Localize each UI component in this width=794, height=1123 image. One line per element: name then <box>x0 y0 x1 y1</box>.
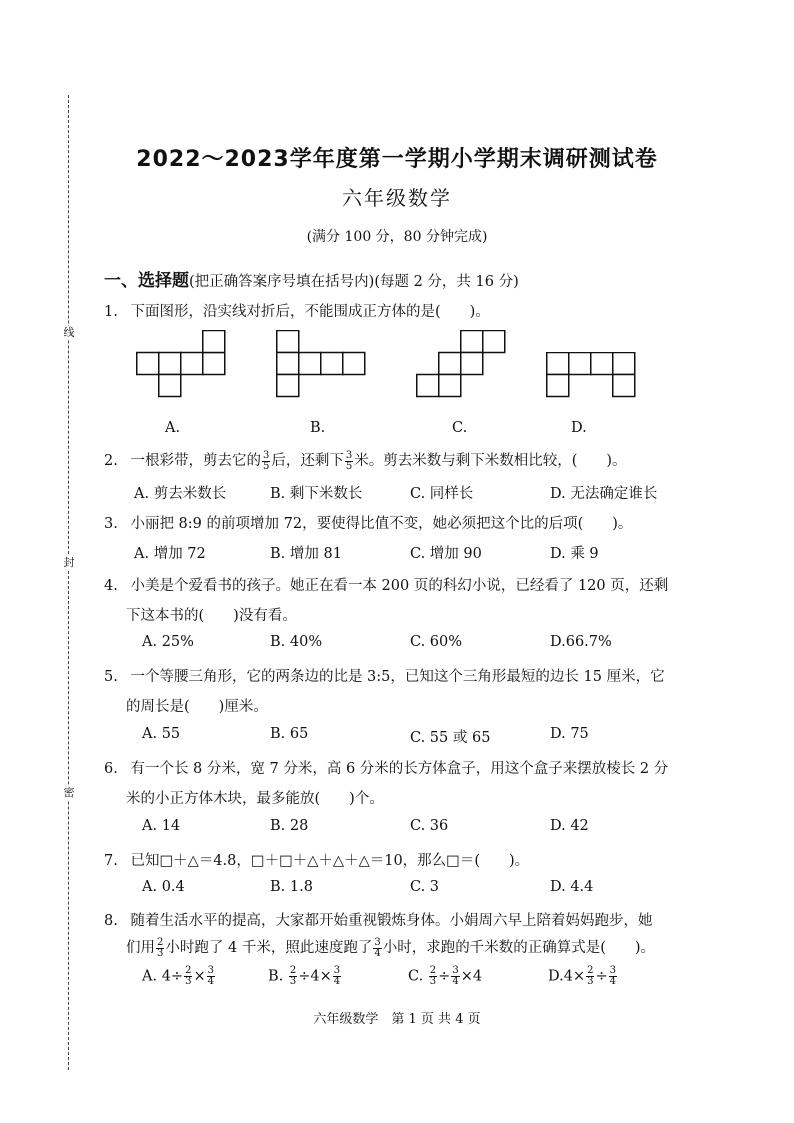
fraction <box>289 966 297 987</box>
expr-part: ÷4× <box>298 968 332 985</box>
question-text: 下面图形，沿实线对折后，不能围成正方体的是( )。 <box>130 304 490 320</box>
expr-part: 4× <box>563 968 586 985</box>
net-square <box>547 353 569 375</box>
expr-operator: ÷ <box>595 968 608 985</box>
net-label-c: C. <box>452 420 468 436</box>
fraction <box>333 966 341 987</box>
option-d: D. 乘 9 <box>550 546 599 562</box>
question-number: 1. <box>104 304 118 320</box>
option-b: B. 1.8 <box>270 879 313 895</box>
net-square <box>159 353 181 375</box>
question-number: 8. <box>104 913 118 929</box>
page-subtitle: 六年级数学 <box>342 186 452 210</box>
section-title: 一、选择题 <box>104 271 189 291</box>
net-square <box>547 375 569 397</box>
option-c: C. 60% <box>410 634 463 650</box>
option-b: B. 增加 81 <box>270 546 342 562</box>
net-square <box>181 353 203 375</box>
question-1 <box>104 300 490 321</box>
question-6-line2: 米的小正方体木块，最多能放( )个。 <box>126 791 384 807</box>
binding-char-xian: 线 <box>60 326 78 340</box>
option-a: A. 增加 72 <box>134 546 206 562</box>
question-text: 已知□＋△＝4.8，□＋□＋△＋△＋△＝10，那么□＝( )。 <box>130 853 530 869</box>
fraction-numerator: 2 <box>289 965 297 976</box>
fraction-numerator: 3 <box>262 449 270 461</box>
option-b: B. 剩下米数长 <box>270 486 363 502</box>
fraction-denominator: 3 <box>429 976 437 987</box>
question-text-part: 后，还剩下 <box>271 453 344 469</box>
net-square <box>613 375 635 397</box>
fraction-denominator: 3 <box>289 976 297 987</box>
option-a: A. 0.4 <box>142 879 185 895</box>
fraction-numerator: 3 <box>452 965 459 976</box>
net-square <box>299 353 321 375</box>
question-4-line2: 下这本书的( )没有看。 <box>126 608 297 624</box>
question-3 <box>104 512 632 533</box>
expr-operator: ÷ <box>438 968 451 985</box>
binding-char-feng: 封 <box>60 556 78 570</box>
option-d <box>548 966 618 987</box>
net-square <box>417 375 439 397</box>
question-text-part: 一根彩带，剪去它的 <box>130 453 261 469</box>
cube-net-d <box>546 352 636 400</box>
fraction <box>373 938 381 959</box>
option-c: C. 55 或 65 <box>410 730 491 746</box>
net-square <box>613 353 635 375</box>
cube-net-a <box>136 330 226 400</box>
fraction <box>345 451 353 472</box>
option-a <box>142 966 216 987</box>
net-square <box>569 353 591 375</box>
option-a: A. 55 <box>142 726 181 742</box>
option-d: D. 42 <box>550 818 589 834</box>
fraction-numerator: 3 <box>333 965 341 976</box>
question-text: 小美是个爱看书的孩子。她正在看一本 200 页的科幻小说，已经看了 120 页，还剩 <box>130 578 669 594</box>
binding-char-mi: 密 <box>60 786 78 800</box>
fraction-numerator: 2 <box>429 965 437 976</box>
net-square <box>277 353 299 375</box>
fraction-denominator: 5 <box>345 460 353 472</box>
fraction <box>586 966 594 987</box>
option-a: A. 14 <box>142 818 181 834</box>
net-square <box>137 353 159 375</box>
fraction <box>184 966 192 987</box>
question-8 <box>104 909 652 930</box>
fraction-denominator: 4 <box>609 976 616 987</box>
question-4 <box>104 574 668 595</box>
fraction <box>609 966 617 987</box>
net-square <box>277 375 299 397</box>
question-5-line2: 的周长是( )厘米。 <box>126 699 268 715</box>
option-label: D. <box>548 968 564 985</box>
net-square <box>483 331 505 353</box>
question-8-line2 <box>126 936 655 959</box>
net-label-b: B. <box>310 420 326 436</box>
net-square <box>343 353 365 375</box>
question-text: 小丽把 8:9 的前项增加 72，要使得比值不变，她必须把这个比的后项( )。 <box>130 516 633 532</box>
question-text: 随着生活水平的提高，大家都开始重视锻炼身体。小娟周六早上陪着妈妈跑步，她 <box>130 913 653 929</box>
page-title: 2022～2023学年度第一学期小学期末调研测试卷 <box>136 147 658 172</box>
question-text-part: 米。剪去米数与剩下米数相比较，( )。 <box>354 453 627 469</box>
question-number: 4. <box>104 578 118 594</box>
expr-part: 4÷ <box>161 968 184 985</box>
section-heading <box>104 266 519 291</box>
net-label-d: D. <box>571 420 587 436</box>
net-square <box>591 353 613 375</box>
net-square <box>461 353 483 375</box>
question-text-part: 小时，求跑的千米数的正确算式是( )。 <box>382 940 656 956</box>
cube-net-c <box>416 330 506 400</box>
net-label-a: A. <box>165 420 181 436</box>
option-d: D.66.7% <box>550 634 612 650</box>
question-text: 有一个长 8 分米，宽 7 分米，高 6 分米的长方体盒子，用这个盒子来摆放棱长 2 分 <box>130 761 669 777</box>
fraction <box>207 966 215 987</box>
option-label: B. <box>268 968 284 985</box>
score-note: (满分 100 分，80 分钟完成) <box>306 229 488 245</box>
fraction-denominator: 4 <box>207 976 214 987</box>
fraction-numerator: 2 <box>157 936 164 948</box>
fraction-numerator: 2 <box>587 965 594 976</box>
option-b <box>268 966 342 987</box>
option-a: A. 25% <box>142 634 194 650</box>
option-b: B. 65 <box>270 726 309 742</box>
option-c: C. 36 <box>410 818 449 834</box>
question-5 <box>104 665 665 686</box>
question-text-part: 们用 <box>126 940 155 956</box>
section-instruction: (把正确答案序号填在括号内)(每题 2 分，共 16 分) <box>189 274 519 290</box>
fraction <box>156 938 164 959</box>
fraction-numerator: 3 <box>374 936 381 948</box>
fraction-numerator: 3 <box>207 965 214 976</box>
fraction-denominator: 3 <box>157 947 164 959</box>
fraction-numerator: 3 <box>609 965 616 976</box>
option-label: A. <box>142 968 158 985</box>
question-number: 6. <box>104 761 118 777</box>
expr-operator: × <box>193 968 206 985</box>
question-6 <box>104 757 668 778</box>
question-number: 7. <box>104 853 118 869</box>
option-d: D. 无法确定谁长 <box>550 486 658 502</box>
option-c: C. 同样长 <box>410 486 474 502</box>
option-c <box>408 966 482 987</box>
fraction-denominator: 3 <box>185 976 192 987</box>
fraction-numerator: 2 <box>185 965 192 976</box>
net-square <box>439 375 461 397</box>
option-d: D. 75 <box>550 726 589 742</box>
expr-part: ×4 <box>460 968 483 985</box>
fraction-numerator: 3 <box>345 449 353 461</box>
net-square <box>203 331 225 353</box>
net-square <box>439 353 461 375</box>
question-number: 2. <box>104 453 118 469</box>
net-square <box>203 353 225 375</box>
question-number: 5. <box>104 669 118 685</box>
fraction <box>262 451 270 472</box>
fraction-denominator: 4 <box>452 976 459 987</box>
question-number: 3. <box>104 516 118 532</box>
option-a: A. 剪去米数长 <box>134 486 227 502</box>
option-d: D. 4.4 <box>550 879 594 895</box>
net-square <box>321 353 343 375</box>
net-square <box>159 375 181 397</box>
option-b: B. 28 <box>270 818 309 834</box>
question-text: 一个等腰三角形，它的两条边的比是 3:5，已知这个三角形最短的边长 15 厘米，它 <box>130 669 665 685</box>
option-c: C. 增加 90 <box>410 546 482 562</box>
net-square <box>277 331 299 353</box>
cube-net-b <box>276 330 366 400</box>
page-footer: 六年级数学 第 1 页 共 4 页 <box>313 1012 481 1027</box>
option-label: C. <box>408 968 424 985</box>
fraction-denominator: 3 <box>587 976 594 987</box>
option-b: B. 40% <box>270 634 323 650</box>
fraction-denominator: 5 <box>262 460 270 472</box>
fraction <box>429 966 437 987</box>
question-7 <box>104 849 529 870</box>
net-square <box>461 331 483 353</box>
question-text-part: 小时跑了 4 千米，照此速度跑了 <box>165 940 373 956</box>
fraction-denominator: 4 <box>374 947 381 959</box>
option-c: C. 3 <box>410 879 440 895</box>
question-2 <box>104 449 627 472</box>
fraction <box>451 966 459 987</box>
fraction-denominator: 4 <box>333 976 341 987</box>
